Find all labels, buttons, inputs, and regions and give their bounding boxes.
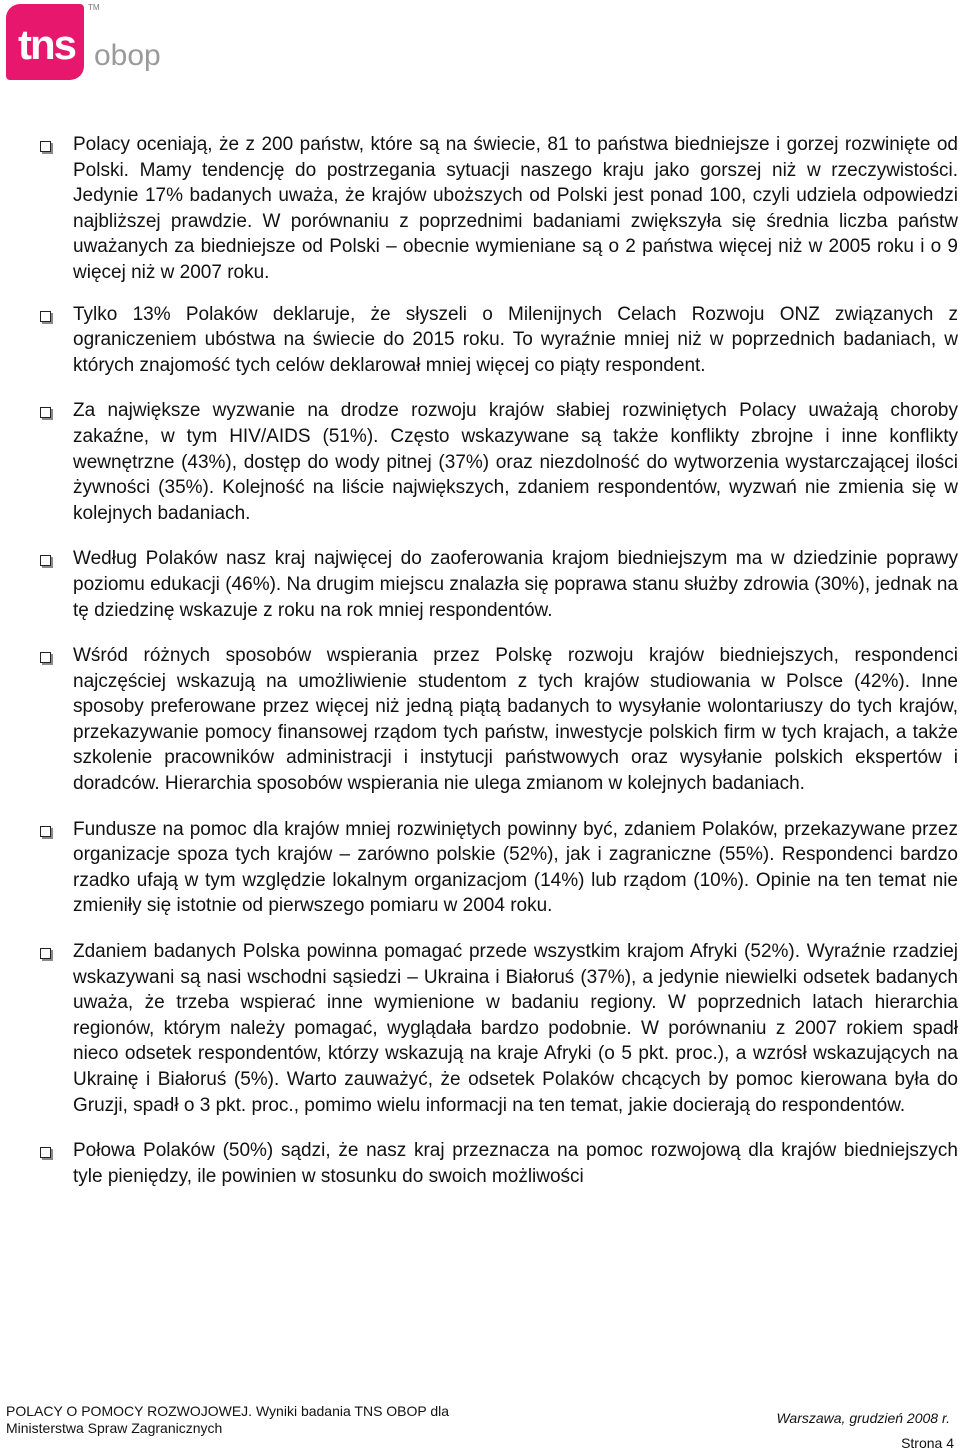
bullet-text: Wśród różnych sposobów wspierania przez Polskę rozwoju krajów biedniejszych, respondenci najczęściej wskazują na umożliwienie studentom z tych krajów studiowania w Polsce (42%). Inne sposoby preferowane przez więcej niż jedną piątą badanych to wysyłanie wolontariuszy do tych krajów, przekazywanie pomocy finansowej rządom tych państw, inwestycje polskich firm w tych krajach, a także szkolenie pracowników administracji i instytucji państwowych oraz wysyłanie polskich ekspertów i doradców. Hierarchia sposobów wspierania nie ulega zmianom w kolejnych badaniach. — [73, 645, 958, 795]
bullet-item — [40, 302, 958, 379]
checkbox-bullet-icon — [40, 1147, 51, 1158]
checkbox-bullet-icon — [40, 652, 51, 663]
footer-title-line2: Ministerstwa Spraw Zagranicznych — [6, 1420, 223, 1436]
bullet-list — [40, 132, 958, 1209]
bullet-item — [40, 546, 958, 623]
footer-title-line1: POLACY O POMOCY ROZWOJOWEJ. Wyniki badania TNS OBOP dla — [6, 1403, 450, 1419]
bullet-text: Tylko 13% Polaków deklaruje, że słyszeli o Milenijnych Celach Rozwoju ONZ związanych z ograniczeniem ubóstwa na świecie do 2015 roku. To wyraźnie mniej niż w poprzednich badaniach, w których znajomość tych celów deklarował mniej więcej co piąty respondent. — [73, 303, 958, 376]
footer-report-title — [6, 1403, 449, 1437]
page-number: Strona 4 — [901, 1435, 954, 1451]
checkbox-bullet-icon — [40, 948, 51, 959]
bullet-text: Połowa Polaków (50%) sądzi, że nasz kraj przeznacza na pomoc rozwojową dla krajów biedniejszych tyle pieniędzy, ile powinien w stosunku do swoich możliwości — [73, 1140, 958, 1187]
bullet-item — [40, 817, 958, 919]
checkbox-bullet-icon — [40, 826, 51, 837]
bullet-text: Fundusze na pomoc dla krajów mniej rozwiniętych powinny być, zdaniem Polaków, przekazywane przez organizacje spoza tych krajów – zarówno polskie (52%), jak i zagraniczne (55%). Respondenci bardzo rzadko ufają w tym względzie lokalnym organizacjom (14%) lub rządom (10%). Opinie na ten temat nie zmieniły się istotnie od pierwszego pomiaru w 2004 roku. — [73, 818, 958, 917]
bullet-item — [40, 398, 958, 526]
tns-obop-logo — [6, 3, 161, 84]
bullet-text: Zdaniem badanych Polska powinna pomagać przede wszystkim krajom Afryki (52%). Wyraźnie rzadziej wskazywani są nasi wschodni sąsiedzi – Ukraina i Białoruś (37%), a jedynie niewielki odsetek badanych uważa, że trzeba wspierać inne wymienione w badaniu regiony. W poprzednich latach hierarchia regionów, którym należy pomagać, wyglądała bardzo podobnie. W porównaniu z 2007 rokiem spadł nieco odsetek respondentów, którzy wskazują na kraje Afryki (o 5 pkt. proc.), a wzrósł wskazujących na Ukrainę i Białoruś (5%). Warto zauważyć, że odsetek Polaków chcących by pomoc kierowana była do Gruzji, spadł o 3 pkt. proc., pomimo wielu informacji na ten temat, jakie docierają do respondentów. — [73, 941, 958, 1116]
logo-trademark: TM — [88, 3, 100, 12]
checkbox-bullet-icon — [40, 555, 51, 566]
bullet-text: Polacy oceniają, że z 200 państw, które są na świecie, 81 to państwa biedniejsze i gorzej rozwinięte od Polski. Mamy tendencję do postrzegania sytuacji naszego kraju jako gorszej niż w rzeczywistości. Jedynie 17% badanych uważa, że krajów uboższych od Polski jest ponad 100, czyli udziela odpowiedzi najbliższej prawdzie. W porównaniu z poprzednimi badaniami zwiększyła się średnia liczba państw uważanych za biedniejsze od Polski – obecnie wymieniane są o 2 państwa więcej niż w 2005 roku i o 9 więcej niż w 2007 roku. — [73, 134, 958, 283]
checkbox-bullet-icon — [40, 311, 51, 322]
logo-obop-text: obop — [94, 39, 161, 72]
bullet-item — [40, 939, 958, 1118]
bullet-item — [40, 1138, 958, 1189]
checkbox-bullet-icon — [40, 407, 51, 418]
bullet-item — [40, 643, 958, 797]
bullet-text: Według Polaków nasz kraj najwięcej do zaoferowania krajom biedniejszym ma w dziedzinie poprawy poziomu edukacji (46%). Na drugim miejscu znalazła się poprawa stanu służby zdrowia (30%), jednak na tę dziedzinę wskazuje z roku na rok mniej respondentów. — [73, 548, 958, 621]
bullet-text: Za największe wyzwanie na drodze rozwoju krajów słabiej rozwiniętych Polacy uważają choroby zakaźne, w tym HIV/AIDS (51%). Często wskazywane są także konflikty zbrojne i inne konflikty wewnętrzne (43%), dostęp do wody pitnej (37%) oraz niezdolność do wytworzenia wystarczającej ilości żywności (35%). Kolejność na liście największych, zdaniem respondentów, wyzwań nie zmienia się w kolejnych badaniach. — [73, 400, 958, 524]
logo-tns-text: tns — [18, 21, 75, 68]
bullet-item — [40, 132, 958, 286]
footer-date: Warszawa, grudzień 2008 r. — [776, 1410, 950, 1426]
checkbox-bullet-icon — [40, 141, 51, 152]
logo-mark — [6, 4, 84, 80]
